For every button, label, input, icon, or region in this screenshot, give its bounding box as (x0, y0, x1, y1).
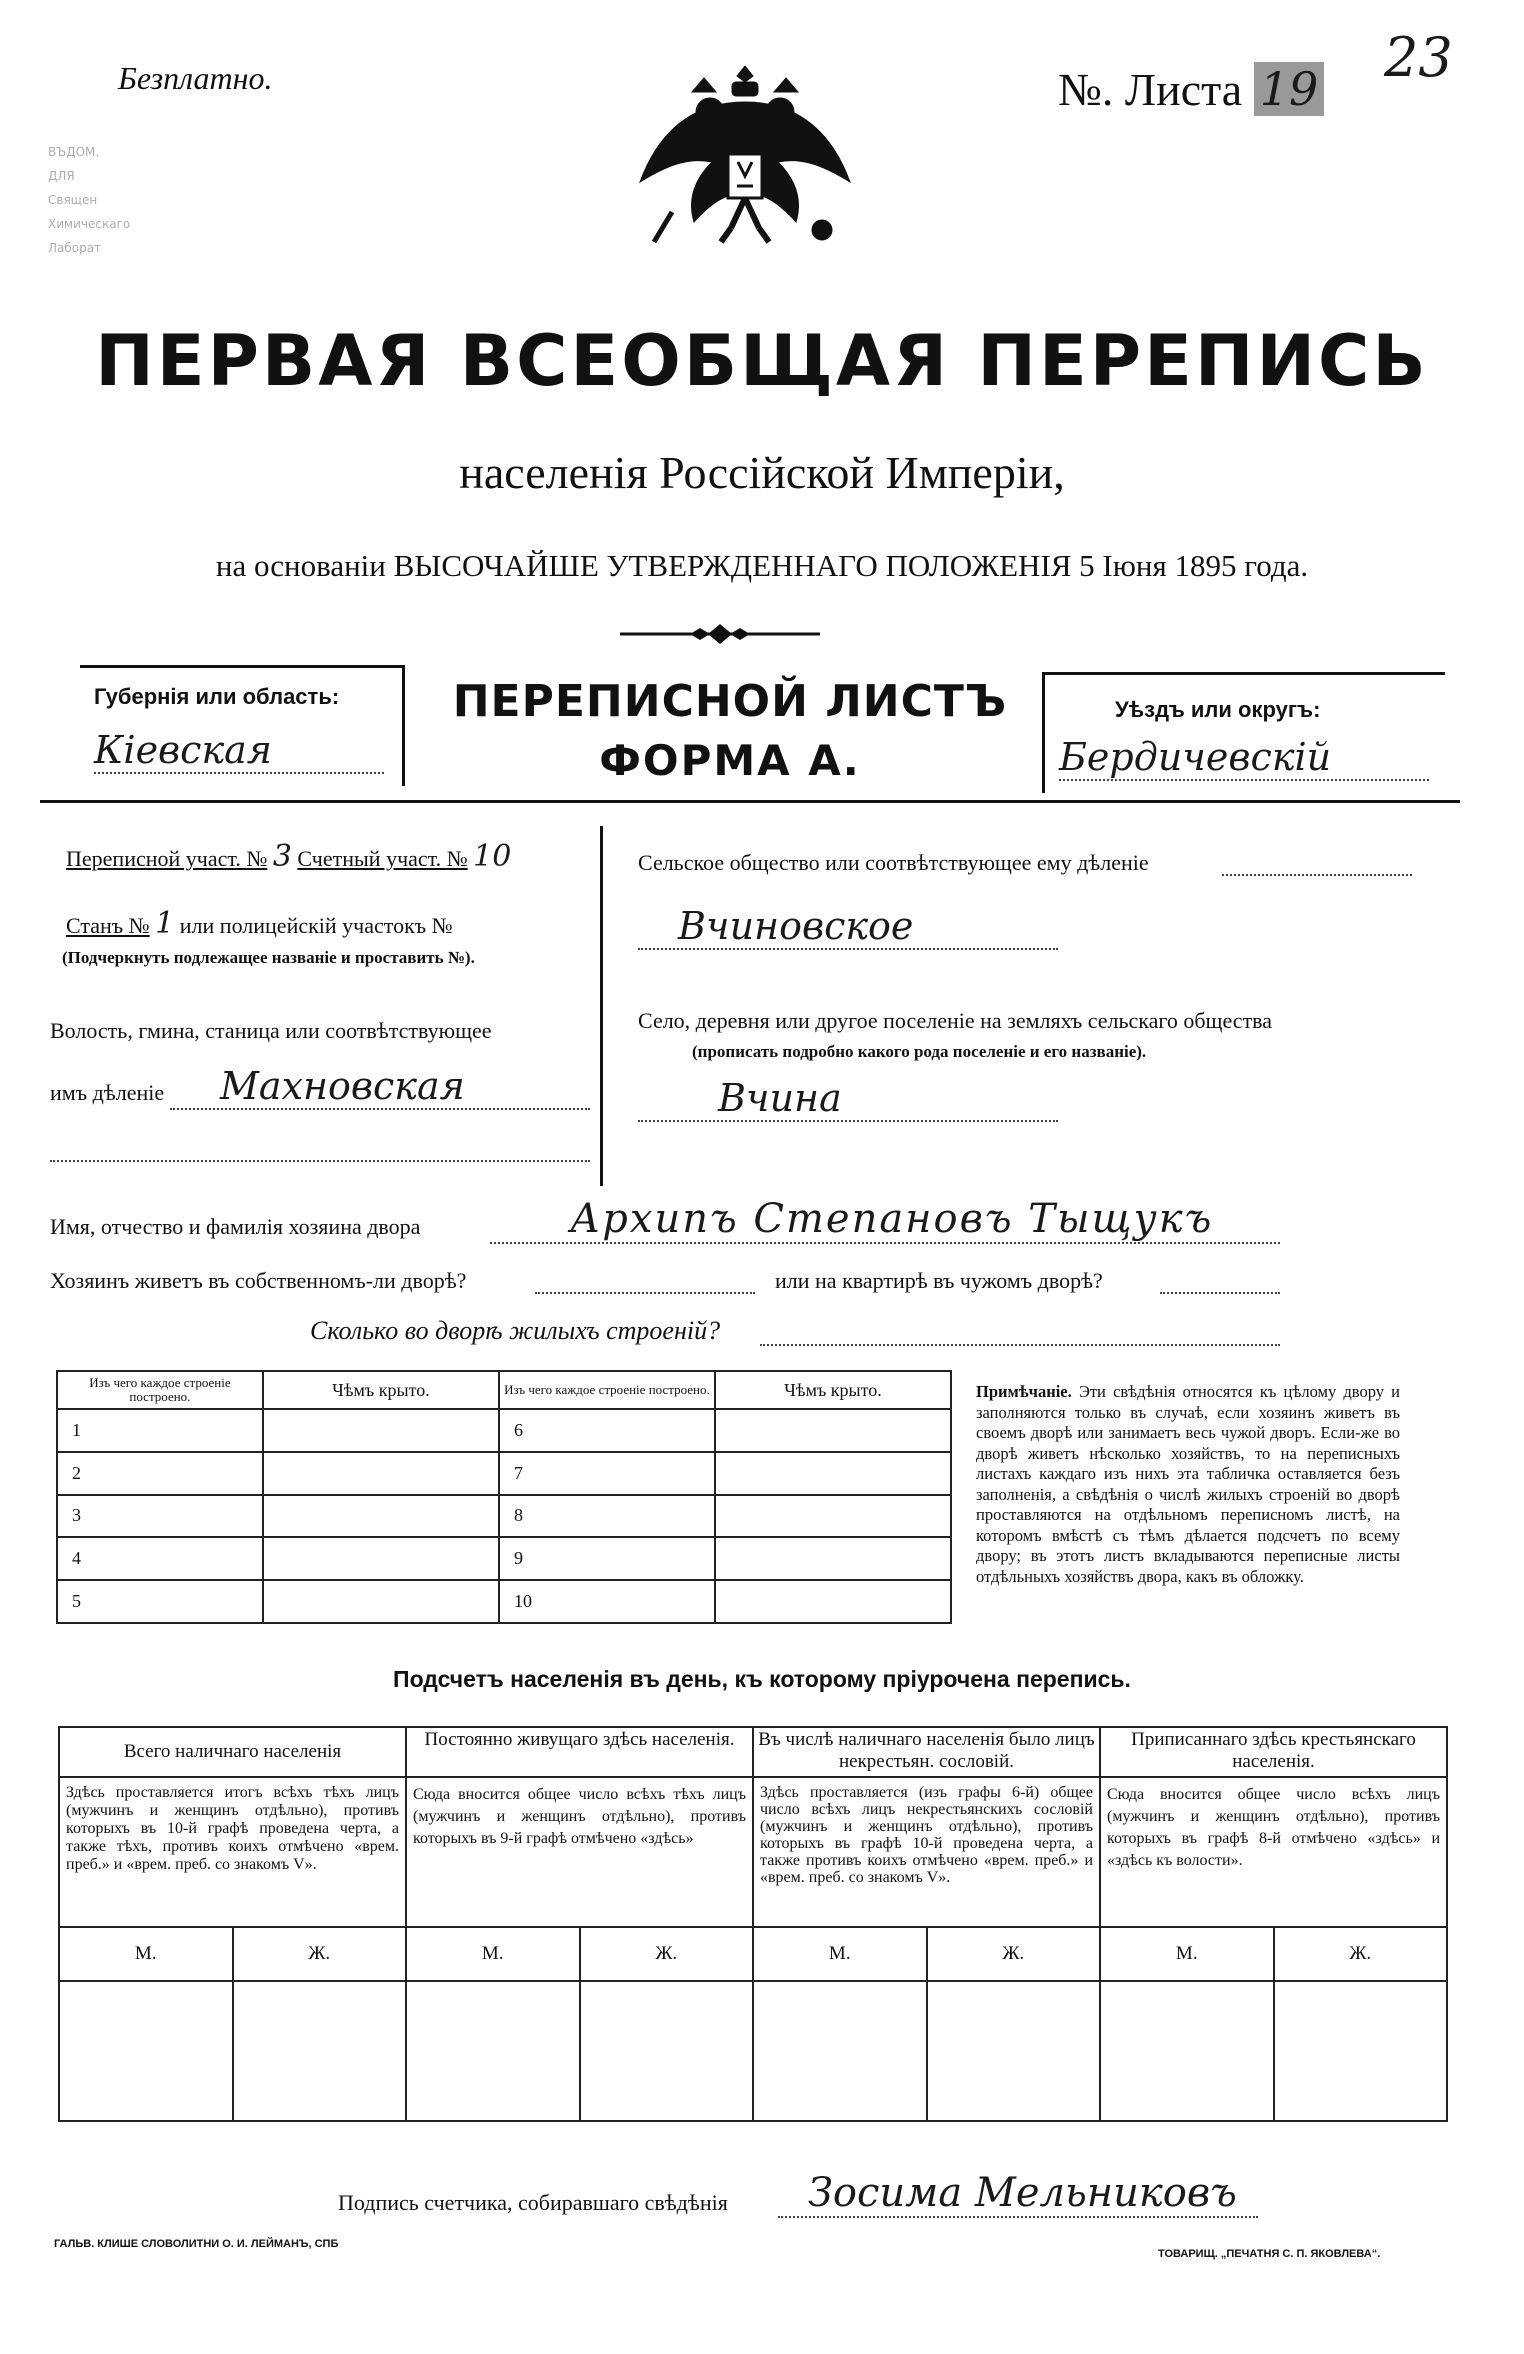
table-row: 3 8 (57, 1495, 951, 1538)
uezd-label: Уѣздъ или округъ: (1115, 697, 1321, 722)
own-yard-label: Хозяинъ живетъ въ собственномъ-ли дворѣ? (50, 1268, 467, 1293)
obshchestvo-line (1222, 874, 1412, 876)
pop-col-title-4: Приписаннаго здѣсь крестьянскаго населенія. (1100, 1727, 1447, 1777)
population-table (58, 1726, 1448, 2122)
buildings-line (760, 1344, 1280, 1346)
sheet-number-field: №. Листа 19 (1058, 62, 1324, 116)
own-yard-line (535, 1292, 755, 1294)
col-roof-right: Чѣмъ крыто. (715, 1371, 951, 1409)
table-row: 1 6 (57, 1409, 951, 1452)
guberniya-value: Кіевская (94, 728, 384, 774)
remark-note (976, 1382, 1400, 1587)
col-roof-left: Чѣмъ крыто. (263, 1371, 499, 1409)
schetny-value: 10 (473, 839, 512, 874)
volost-value: Махновская (170, 1064, 590, 1110)
obshchestvo-value: Вчиновское (638, 904, 1058, 950)
col-built-left: Изъ чего каждое строеніе построено. (57, 1371, 263, 1409)
signature-label: Подпись счетчика, собиравшаго свѣдѣнія (338, 2190, 728, 2215)
remark-title: Примѣчаніе. (976, 1382, 1072, 1401)
uchastok-row: Переписной участ. № 3 Счетный участ. № 10 (66, 839, 512, 874)
census-subtitle: населенія Россійской Имперіи, (459, 447, 1065, 498)
population-values-row (59, 1981, 1447, 2121)
sex-header-row: М. Ж. М. Ж. М. Ж. М. Ж. (59, 1927, 1447, 1981)
volost-blank-line (50, 1160, 590, 1162)
selo-label: Село, деревня или другое поселеніе на земляхъ сельскаго общества (638, 1008, 1273, 1033)
buildings-label: Сколько во дворѣ жилыхъ строеній? (310, 1316, 721, 1345)
rented-label: или на квартирѣ въ чужомъ дворѣ? (775, 1268, 1103, 1293)
free-label: Безплатно. (118, 60, 273, 96)
uezd-box (1042, 672, 1445, 793)
pop-col-desc-4: Сюда вносится общее число всѣхъ лицъ (мужчинъ и женщинъ отдѣльно), противъ которыхъ въ графѣ 8-й отмѣчено «здѣсь» и «здѣсь къ волости». (1100, 1777, 1447, 1927)
pop-col-desc-2: Сюда вносится общее число всѣхъ тѣхъ лицъ (мужчинъ и женщинъ отдѣльно), противъ которыхъ въ 9-й графѣ отмѣчено «здѣсь» (406, 1777, 753, 1927)
pop-col-desc-1: Здѣсь проставляется итогъ всѣхъ тѣхъ лицъ (мужчинъ и женщинъ отдѣльно), противъ которыхъ въ 10-й графѣ проведена черта, а также тѣхъ, противъ коихъ отмѣчено «врем. преб.» и «врем. преб. со знакомъ V». (59, 1777, 406, 1927)
obshchestvo-label: Сельское общество или соотвѣтствующее ему дѣленіе (638, 850, 1149, 875)
guberniya-box (80, 665, 405, 786)
population-heading: Подсчетъ населенія въ день, къ которому пріурочена перепись. (393, 1666, 1131, 1692)
corner-number: 23 (1384, 26, 1453, 89)
pop-col-title-3: Въ числѣ наличнаго населенія было лицъ некрестьян. сословій. (753, 1727, 1100, 1777)
owner-name-value: Архипъ Степановъ Тыщукъ (490, 1196, 1280, 1244)
selo-note: (прописать подробно какого рода поселеніе и его названіе). (692, 1042, 1147, 1061)
remark-text: Эти свѣдѣнія относятся къ цѣлому двору и заполняются только въ случаѣ, если хозяинъ живетъ въ своемъ дворѣ или занимаетъ весь чужой дворъ. Если-же во дворѣ живетъ нѣсколько хозяйствъ, то на переписныхъ листахъ каждаго изъ нихъ эта табличка оставляется безъ заполненія, а свѣдѣнія о числѣ жилыхъ строеній во дворѣ проставляются на отдѣльномъ переписномъ листѣ, на которомъ вмѣстѣ съ тѣмъ дѣлается подсчетъ по всему двору; въ этотъ листъ вкладываются переписные листы отдѣльныхъ хозяйствъ двора, какъ въ обложку. (976, 1382, 1400, 1586)
guberniya-label: Губернія или область: (94, 684, 340, 709)
enumerator-signature: Зосима Мельниковъ (778, 2170, 1258, 2218)
block-divider (600, 826, 603, 1186)
buildings-table (56, 1370, 952, 1624)
imperial-eagle-emblem (632, 62, 858, 262)
stan-note: (Подчеркнуть подлежащее названіе и проставить №). (62, 948, 475, 967)
col-built-right: Изъ чего каждое строеніе построено. (499, 1371, 715, 1409)
printer-left: ГАЛЬВ. КЛИШЕ СЛОВОЛИТНИ О. И. ЛЕЙМАНЪ, СПБ (54, 2238, 339, 2250)
form-subtitle: ФОРМА А. (599, 736, 861, 785)
table-row: 4 9 (57, 1537, 951, 1580)
owner-name-label: Имя, отчество и фамилія хозяина двора (50, 1214, 421, 1239)
table-row: 5 10 (57, 1580, 951, 1623)
ornament-divider (620, 622, 820, 646)
pop-col-desc-3: Здѣсь проставляется (изъ графы 6-й) общее число всѣхъ лицъ некрестьянскихъ сословій (мужчинъ и женщинъ отдѣльно), противъ которыхъ въ графѣ 10-й проведена черта, а также противъ коихъ отмѣчено «врем. преб.» и «врем. преб. со знакомъ V». (753, 1777, 1100, 1927)
selo-value: Вчина (638, 1076, 1058, 1122)
faded-stamp: ВЪДОМ. ДЛЯ Священ Химическаго Лаборат (48, 145, 131, 255)
volost-label: Волость, гмина, станица или соотвѣтствующее (50, 1018, 492, 1043)
stan-row: Станъ № 1 или полицейскій участокъ № (66, 906, 453, 941)
volost-label-2: имъ дѣленіе (50, 1080, 165, 1105)
pop-col-title-1: Всего наличнаго населенія (59, 1727, 406, 1777)
stan-value: 1 (155, 906, 175, 941)
table-row: 2 7 (57, 1452, 951, 1495)
uezd-value: Бердичевскій (1059, 735, 1429, 781)
census-main-title: ПЕРВАЯ ВСЕОБЩАЯ ПЕРЕПИСЬ (95, 320, 1429, 402)
pop-col-title-2: Постоянно живущаго здѣсь населенія. (406, 1727, 753, 1777)
census-basis: на основаніи ВЫСОЧАЙШЕ УТВЕРЖДЕННАГО ПОЛОЖЕНІЯ 5 Іюня 1895 года. (215, 548, 1309, 583)
uchastok-value: 3 (272, 839, 292, 874)
rented-line (1160, 1292, 1280, 1294)
printer-right: ТОВАРИЩ. „ПЕЧАТНЯ С. П. ЯКОВЛЕВА“. (1158, 2248, 1381, 2260)
form-title: ПЕРЕПИСНОЙ ЛИСТЪ (452, 676, 1008, 727)
form-header-rule (40, 800, 1460, 803)
sheet-number-value: 19 (1254, 62, 1325, 116)
